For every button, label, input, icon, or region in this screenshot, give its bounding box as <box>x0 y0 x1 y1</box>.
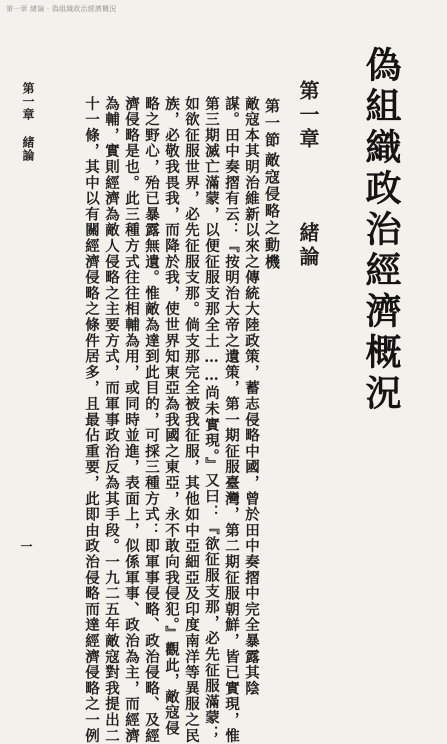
body-column: 敵寇本其明治維新以來之傳統大陸政策，蓄志侵略中國，曾於田中奏摺中完全暴露其陰 <box>243 96 260 697</box>
chapter-number: 第一章 <box>296 80 320 152</box>
body-column: 如欲征服世界，必先征服支那。倘支那完全被我征服，其他如中亞細亞及印度南洋等異服之民 <box>183 96 200 744</box>
body-column: 為輔，實則經濟為敵人侵略之主要方式，而軍事政治反為其手段。一九二五年敵寇對我提出二 <box>103 96 120 744</box>
body-column: 濟侵略是也。此三種方式往往相輔為用，或同時並進，表面上，似係軍事、政治為主，而經濟 <box>123 96 140 744</box>
body-column: 略之野心，殆已暴露無遺。惟敵為達到此目的，可採三種方式：即軍事侵略、政治侵略、及經 <box>143 96 160 744</box>
body-column: 謀。田中奏摺有云：『按明治大帝之遺策，第一期征服臺灣，第二期征服朝鮮，皆已實現，惟 <box>223 96 240 744</box>
watermark-text: 第一章 緒論 · 偽組織政治經濟概況 <box>6 5 117 13</box>
page-number: 一 <box>19 540 33 552</box>
body-column: 十一條，其中以有關經濟侵略之條件居多，且最佔重要，此即由政治侵略而達經濟侵略之一例 <box>83 96 100 744</box>
chapter-name: 緒論 <box>296 222 320 270</box>
book-title: 偽組織政治經濟概況 <box>360 46 402 415</box>
section-number: 第一節 <box>263 98 281 149</box>
section-title: 敵寇侵略之動機 <box>263 152 281 271</box>
body-column: 族，必敬我畏我，而降於我，使世界知東亞為我國之東亞，永不敢向我侵犯。』觀此，敵寇侵 <box>163 96 180 737</box>
body-column: 第三期滅亡滿蒙，以便征服支那全土……尚未實現。』又曰：『欲征服支那，必先征服滿蒙； <box>203 96 220 742</box>
running-title: 第一章 緒論 <box>21 82 35 162</box>
